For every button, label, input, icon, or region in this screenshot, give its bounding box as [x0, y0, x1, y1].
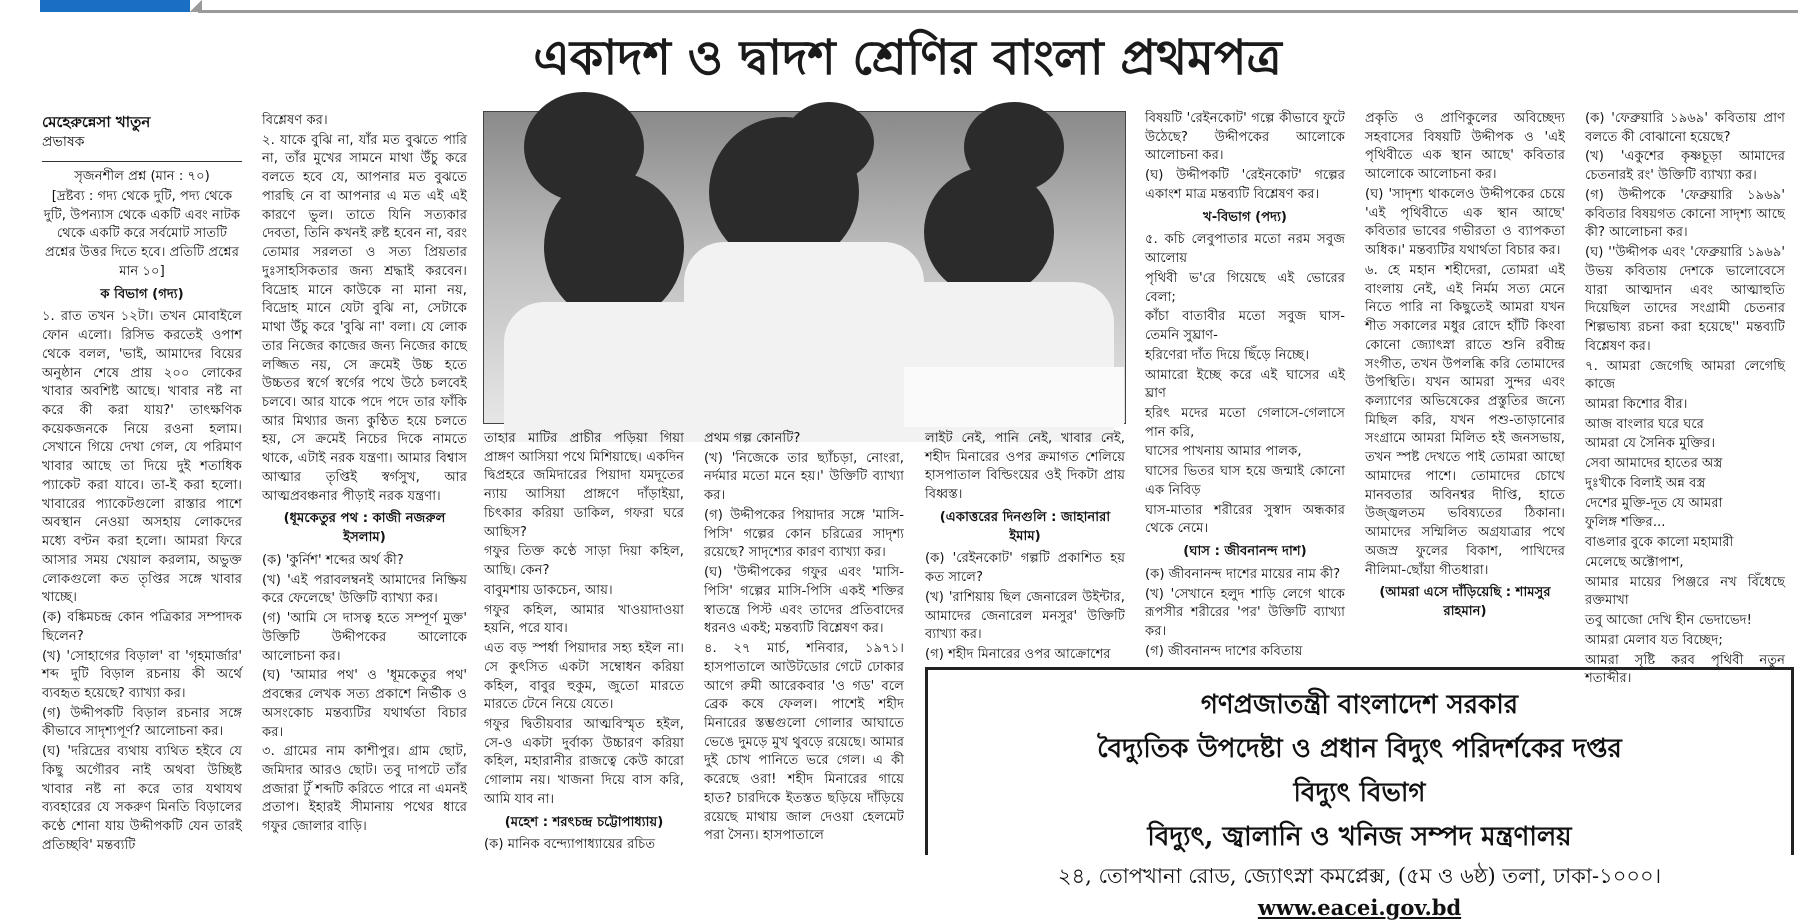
section-heading: ক বিভাগ (গদ্য)	[100, 286, 184, 302]
question-text: (ক) বঙ্কিমচন্দ্র কোন পত্রিকার সম্পাদক ছিলেন?	[42, 610, 242, 644]
column-1	[42, 112, 242, 852]
question-text: (গ) উদ্দীপকটি বিড়াল রচনার সঙ্গে কীভাবে সাদৃশ্যপূর্ণ? আলোচনা কর।	[42, 705, 242, 740]
column-6	[1145, 110, 1345, 659]
notice-line: বিদ্যুৎ, জ্বালানি ও খনিজ সম্পদ মন্ত্রণালয়	[1147, 822, 1572, 852]
column-2	[262, 112, 467, 852]
stimulus-3-cont: গফুর দ্বিতীয়বার আত্মবিস্মৃত হইল, সে-ও একটা দুর্বাক্য উচ্চারণ করিয়া কহিল, মহারানীর রাজত্বে কেউ কারো গোলাম নয়। খাজনা দিয়ে বাস করি, আমি যাব না।	[484, 717, 684, 807]
question-text: (গ) 'আমি সে দাসত্ব হতে সম্পূর্ণ মুক্ত' উক্তিটি উদ্দীপকের আলোকে আলোচনা কর।	[262, 611, 467, 664]
poem-line: মেলেছে অক্টোপাশ,	[1585, 554, 1684, 570]
question-text: প্রকৃতি ও প্রাণিকুলের অবিচ্ছেদ্য সহবাসের বিষয়টি উদ্দীপক ও 'এই পৃথিবীতে এক স্থান আছে' কবিতার আলোকে আলোচনা কর।	[1365, 111, 1565, 183]
question-text: (ঘ) 'আমার পথ' ও 'ধূমকেতুর পথ' প্রবন্ধের লেখক সত্য প্রকাশে নির্ভীক ও অসংকোচ মন্তব্যটির যথার্থতা বিচার কর।	[262, 668, 467, 740]
poem-line: ৫. কচি লেবুপাতার মতো নরম সবুজ আলোয়	[1145, 232, 1345, 267]
question-text: (গ) জীবনানন্দ দাশের কবিতায়	[1145, 643, 1303, 659]
question-text: (ঘ) 'উদ্দীপকের গফুর এবং 'মাসি-পিসি' গল্পের মাসি-পিসি একই শক্তির স্বাতন্ত্রে পিস্ট এবং তাদের প্রতিবাদের ধরনও একই; মন্তব্যটি বিশ্লেষণ কর।	[704, 565, 904, 637]
poem-line: আমরা যে সৈনিক মুক্তির।	[1585, 436, 1716, 452]
students-exam-photo	[483, 111, 1126, 424]
poem-line: আমরা সৃষ্টি করব পৃথিবী নতুন শতাব্দীর।	[1585, 652, 1785, 687]
top-bar	[0, 0, 1815, 14]
poem-line: দুঃখীকে বিলাই অন্ন বস্ত্র	[1585, 475, 1706, 491]
divider	[42, 161, 242, 162]
question-text: (খ) 'রাশিয়ায় ছিল জেনারেল উইন্টার, আমাদের জেনারেল মনসুর' উক্তিটি ব্যাখ্যা কর।	[925, 589, 1125, 643]
column-4	[704, 430, 904, 852]
question-text: (খ) 'সেখানে হলুদ শাড়ি লেগে থাকে রূপসীর শরীরের 'পর' উক্তিটি ব্যাখ্যা কর।	[1145, 586, 1345, 640]
top-bar-accent	[40, 0, 190, 12]
author-name: মেহেরুন্নেসা খাতুন	[42, 113, 151, 131]
top-bar-rule	[198, 10, 1798, 13]
stimulus-2: ২. যাকে বুঝি না, যাঁর মত বুঝতে পারি না, তাঁর মুখের সামনে মাথা উঁচু করে বলতে হবে যে, আপনার মত বুঝতে পারছি নে বা আপনার এ মত এই এই কারণে ভুল। তাতে যিনি সত্যকার দেবতা, তিনি কখনই রুষ্ট হবেন না, বরং তোমার সরলতা ও সত্য প্রিয়তার দুঃসাহসিকতার জন্য শ্রদ্ধাই করবেন। বিদ্রোহ মানে কাউকে না মানা নয়, বিদ্রোহ মানে যেটা বুঝি না, সেটাকে মাথা উঁচু করে 'বুঝি না' বলা। যে লোক তার নিজের কাজের জন্য নিজের কাছে লজ্জিত নয়, সে ক্রমেই উচ্চ হতে উচ্চতর স্বর্গে স্বর্গের পথে উঠে চলবেই চলবে। আর যাকে পদে পদে তার ফাঁকি আর মিথ্যার জন্য কুণ্ঠিত হয়ে চলতে হয়, সে ক্রমেই নিচের দিকে নামতে থাকে, এটাই নরক যন্ত্রণা। আমার বিশ্বাস আত্মার তৃপ্তিই স্বর্গসুখ, আর আত্মপ্রবঞ্চনার পীড়াই নরক যন্ত্রণা।	[262, 132, 467, 504]
poem-line: আজ বাংলার ঘরে ঘরে	[1585, 416, 1704, 432]
poem-line: হরিৎ মদের মতো গেলাসে-গেলাসে পান করি,	[1145, 406, 1345, 440]
source-credit: (মহেশ : শরৎচন্দ্র চট্টোপাধ্যায়)	[504, 814, 664, 830]
poem-line: বাঙলার বুকে কালো মহামারী	[1585, 535, 1734, 551]
question-text: (ক) 'রেইনকোট' গল্পটি প্রকাশিত হয় কত সালে?	[925, 551, 1125, 586]
notice-website-link[interactable]: www.eacei.gov.bd	[1257, 895, 1462, 920]
question-text: (গ) উদ্দীপকের পিয়াদার সঙ্গে 'মাসি-পিসি' গল্পের কোন চরিত্রের সাদৃশ্য রয়েছে? সাদৃশ্যের কারণ ব্যাখ্যা কর।	[704, 507, 904, 561]
stimulus-3: ৩. গ্রামের নাম কাশীপুর। গ্রাম ছোট, জমিদার আরও ছোট। তবু দাপটে তাঁর প্রজারা টুঁ শব্দটি করিতে পারে না এমনই প্রতাপ। ইহারই সীমানায় পথের ধারে গফুর জোলার বাড়ি।	[262, 744, 467, 835]
question-text: (গ) শহীদ মিনারের ওপর আক্রোশের	[925, 647, 1111, 663]
source-credit: (একাত্তরের দিনগুলি : জাহানারা ইমাম)	[939, 509, 1111, 544]
question-text: (ক) 'কুর্নিশ' শব্দের অর্থ কী?	[262, 552, 404, 568]
stimulus-3-cont: এত বড় স্পর্ধা পিয়াদার সহ্য হইল না। সে কুৎসিত একটা সম্বোধন করিয়া কহিল, বাবুর হুকুম, জুতো মারতে মারতে টেনে নিয়ে যেতে।	[484, 641, 684, 713]
poem-line: ৭. আমরা জেগেছি আমরা লেগেছি কাজে	[1585, 358, 1785, 393]
poem-line: কাঁচা বাতাবীর মতো সবুজ ঘাস- তেমনি সুঘ্রাণ-	[1145, 309, 1345, 344]
stimulus-3-cont: তাহার মাটির প্রাচীর পড়িয়া গিয়া প্রাঙ্গণ আসিয়া পথে মিশিয়াছে। একদিন দ্বিপ্রহরে জমিদারের পিয়াদা যমদূতের ন্যায় আসিয়া প্রাঙ্গণে দাঁড়াইয়া, চিৎকার করিয়া ডাকিল, গফরা ঘরে আছিস?	[484, 431, 684, 540]
poem-line: দেশের মুক্তি-দূত যে আমরা	[1585, 495, 1723, 511]
notice-line: বৈদ্যুতিক উপদেষ্টা ও প্রধান বিদ্যুৎ পরিদর্শকের দপ্তর	[1097, 734, 1622, 764]
author-role: প্রভাষক	[42, 134, 85, 151]
stimulus-6: ৬. হে মহান শহীদেরা, তোমরা এই বাংলায় নেই, এই নির্মম সত্য মেনে নিতে পারি না কিছুতেই আমরা যখন শীত সকালের মধুর রোদে হাঁটি কিংবা কোনো জ্যোৎস্না রাতে শুনি রবীন্দ্র সংগীত, তখন উপলব্ধি করি তোমাদের উপস্থিতি। যখন আমরা সুন্দর এবং কল্যাণের অভিষেকের প্রস্তুতির জন্যে মিছিল করি, যখন পশু-তাড়ানোর সংগ্রামে আমরা মিলিত হই জনসভায়, তখন স্পষ্ট দেখতে পাই তোমরা আছো আমাদের পাশে। তোমাদের চোখে মানবতার অবিনশ্বর দীপ্তি, হাতে উজ্জ্বলতম ভবিষ্যতের ঠিকানা। আমাদের সম্মিলিত অগ্রযাত্রার পথে অজস্র ফুলের বিকাশ, পাখিদের নীলিমা-ছোঁয়া গীতধারা।	[1365, 262, 1565, 578]
stimulus-4: ৪. ২৭ মার্চ, শনিবার, ১৯৭১। হাসপাতালে আউটডোর গেটে ঢোকার আগে রুমী আরেকবার 'ও গড' বলে ব্রেক কষে ফেলল। পাশেই শহীদ মিনারের স্তম্ভগুলো গোলার আঘাতে ভেঙে দুমড়ে মুখ থুবড়ে রয়েছে। আমার দুই চোখ পানিতে ভরে গেল। এ কী করেছে ওরা! শহীদ মিনারের গায়ে হাত? চারদিকে ইতস্তত ছড়িয়ে দাঁড়িয়ে রয়েছে মাথায় জাল দেওয়া হেলমেট পরা সৈন্য। হাসপাতালে	[704, 641, 904, 844]
poem-line: আমরা কিশোর বীর।	[1585, 397, 1688, 413]
question-text: (ঘ) 'দরিদ্রের ব্যথায় ব্যথিত হইবে যে কিছু অগৌরব নাই অথবা উচ্ছিষ্ট খাবার নষ্ট না করে তার যথাযথ ব্যবহারের যে সকরুণ মিনতি বিড়ালের কণ্ঠে শোনা যায় উদ্দীপকটি যেন তারই প্রতিচ্ছবি' মন্তব্যটি	[42, 744, 242, 853]
source-credit: (ঘাস : জীবনানন্দ দাশ)	[1183, 544, 1307, 560]
notice-line: গণপ্রজাতন্ত্রী বাংলাদেশ সরকার	[1200, 690, 1519, 720]
marks-heading: সৃজনশীল প্রশ্ন (মান : ৭০)	[74, 169, 210, 185]
question-text: (ক) মানিক বন্দ্যোপাধ্যায়ের রচিত	[484, 837, 656, 853]
question-text: (খ) 'সোহাগের বিড়াল' বা 'গৃহমার্জার' শব্দ দুটি বিড়াল রচনায় কী অর্থে ব্যবহৃত হয়েছে? ব্যাখ্যা কর।	[42, 648, 242, 701]
page-title: একাদশ ও দ্বাদশ শ্রেণির বাংলা প্রথমপত্র	[533, 30, 1282, 86]
poem-line: পৃথিবী ভ'রে গিয়েছে এই ভোরের বেলা;	[1145, 270, 1345, 305]
question-text: (খ) 'এই পরাবলম্বনই আমাদের নিষ্ক্রিয় করে ফেলেছে' উক্তিটি ব্যাখ্যা কর।	[262, 572, 467, 607]
question-text: (ক) 'ফেব্রুয়ারি ১৯৬৯' কবিতায় প্রাণ বলতে কী বোঝানো হয়েছে?	[1585, 111, 1785, 145]
question-text: (গ) উদ্দীপকে 'ফেব্রুয়ারি ১৯৬৯' কবিতার বিষয়গত কোনো সাদৃশ্য আছে কী? আলোচনা কর।	[1585, 187, 1785, 241]
poem-line: আমার মায়ের পিঞ্জরে নখ বিঁধেছে রক্তমাখা	[1585, 574, 1785, 609]
question-text: বিষয়টি 'রেইনকোট' গল্পে কীভাবে ফুটে উঠেছে? উদ্দীপকের আলোকে আলোচনা কর।	[1145, 111, 1345, 164]
stimulus-4-cont: লাইট নেই, পানি নেই, খাবার নেই, শহীদ মিনারের ওপর ক্রমাগত শেলিয়ে হাসপাতাল বিল্ডিংয়ের ওই দিকটা প্রায় বিধ্বস্ত।	[925, 431, 1125, 503]
stimulus-3-cont: গফুর তিক্ত কণ্ঠে সাড়া দিয়া কহিল, আছি। কেন?	[484, 544, 684, 579]
stimulus-3-cont: গফুর কহিল, আমার খাওয়াদাওয়া হয়নি, পরে যাব।	[484, 602, 684, 637]
poem-line: আমারো ইচ্ছে করে এই ঘাসের এই ঘ্রাণ	[1145, 367, 1345, 402]
question-text: প্রথম গল্প কোনটি?	[704, 431, 801, 446]
question-text: (ক) জীবনানন্দ দাশের মায়ের নাম কী?	[1145, 566, 1341, 582]
poem-line: আমরা মেলাব যত বিচ্ছেদ;	[1585, 632, 1723, 648]
government-notice-box	[925, 667, 1794, 920]
question-text: (ঘ) ''উদ্দীপক এবং 'ফেব্রুয়ারি ১৯৬৯' উভয় কবিতায় দেশকে ভালোবেসে যারা আত্মদান এবং আত্মাহুতি দিয়েছিল তাদের সংগ্রামী চেতনার শিল্পভাষ্য রচনা করা হয়েছে'' মন্তব্যটি বিশ্লেষণ কর।	[1585, 245, 1785, 354]
column-8	[1585, 110, 1785, 687]
notice-line: বিদ্যুৎ বিভাগ	[1293, 778, 1426, 808]
source-credit: (ধূমকেতুর পথ : কাজী নজরুল ইসলাম)	[283, 511, 446, 546]
column-7	[1365, 110, 1565, 655]
poem-line: সেবা আমাদের হাতের অস্ত্র	[1585, 456, 1723, 472]
section-heading: খ-বিভাগ (পদ্য)	[1203, 209, 1287, 225]
poem-line: হরিণেরা দাঁত দিয়ে ছিঁড়ে নিচ্ছে।	[1145, 347, 1310, 363]
question-text: বিশ্লেষণ কর।	[262, 113, 328, 128]
poem-line: ঘাস-মাতার শরীরের সুস্বাদ অন্ধকার থেকে নেমে।	[1145, 502, 1345, 537]
poem-line: ঘাসের পাখনায় আমার পালক,	[1145, 444, 1302, 460]
question-text: (খ) 'নিজেকে তার ছ্যাঁচড়া, নোংরা, নর্দমার মতো মনে হয়।' উক্তিটি ব্যাখ্যা কর।	[704, 450, 904, 504]
poem-line: ঘাসের ভিতর ঘাস হয়ে জন্মাই কোনো এক নিবিড়	[1145, 464, 1345, 498]
question-text: (ঘ) 'সাদৃশ্য থাকলেও উদ্দীপকের চেয়ে 'এই পৃথিবীতে এক স্থান আছে' কবিতার ভাবের গভীরতা ও ব্যাপকতা অধিক।' মন্তব্যটির যথার্থতা বিচার কর।	[1365, 186, 1565, 259]
column-5	[925, 430, 1125, 663]
instructions-note: [দ্রষ্টব্য : গদ্য থেকে দুটি, পদ্য থেকে দুটি, উপন্যাস থেকে একটি এবং নাটক থেকে একটি করে সর্বমোট সাতটি প্রশ্নের উত্তর দিতে হবে। প্রতিটি প্রশ্নের মান ১০]	[43, 188, 241, 279]
stimulus-1: ১. রাত তখন ১২টা। তখন মোবাইলে ফোন এলো। রিসিভ করতেই ওপাশ থেকে বলল, 'ভাই, আমাদের বিয়ের অনুষ্ঠান শেষে প্রায় ২০০ লোকের খাবার অবশিষ্ট আছে। খাবার নষ্ট না করে কী করা যায়?' তাৎক্ষণিক কয়েকজনকে নিয়ে রওনা হলাম। সেখানে গিয়ে দেখা গেল, যে পরিমাণ খাবার আছে তা দিয়ে দুই শতাধিক প্যাকেট করা যাবে। তা-ই করা হলো। খাবারের প্যাকেটগুলো রাস্তার পাশে অবস্থান নেওয়া অসহায় লোকদের মধ্যে বণ্টন করা হলো। আমরা ফিরে আসার সময় খেয়াল করলাম, অভুক্ত লোকগুলো কত তৃপ্তির সঙ্গে খাবার খাচ্ছে।	[42, 309, 242, 606]
notice-address: ২৪, তোপখানা রোড, জ্যোৎস্না কমপ্লেক্স, (৫ম ও ৬ষ্ঠ) তলা, ঢাকা-১০০০।	[1057, 864, 1662, 888]
column-3	[484, 430, 684, 852]
question-text: (ঘ) উদ্দীপকটি 'রেইনকোট' গল্পের একাংশ মাত্র মন্তব্যটি বিশ্লেষণ কর।	[1145, 168, 1345, 202]
poem-line: তবু আজো দেখি হীন ভেদাভেদ!	[1585, 613, 1752, 629]
poem-line: ফুলিঙ্গ শক্তির...	[1585, 515, 1666, 531]
stimulus-3-cont: বাবুমশায় ডাকচেন, আয়।	[484, 582, 613, 598]
source-credit: (আমরা এসে দাঁড়িয়েছি : শামসুর রাহমান)	[1379, 585, 1551, 620]
question-text: (খ) 'একুশের কৃষ্ণচূড়া আমাদের চেতনারই রং' উক্তিটি ব্যাখ্যা কর।	[1585, 149, 1785, 184]
